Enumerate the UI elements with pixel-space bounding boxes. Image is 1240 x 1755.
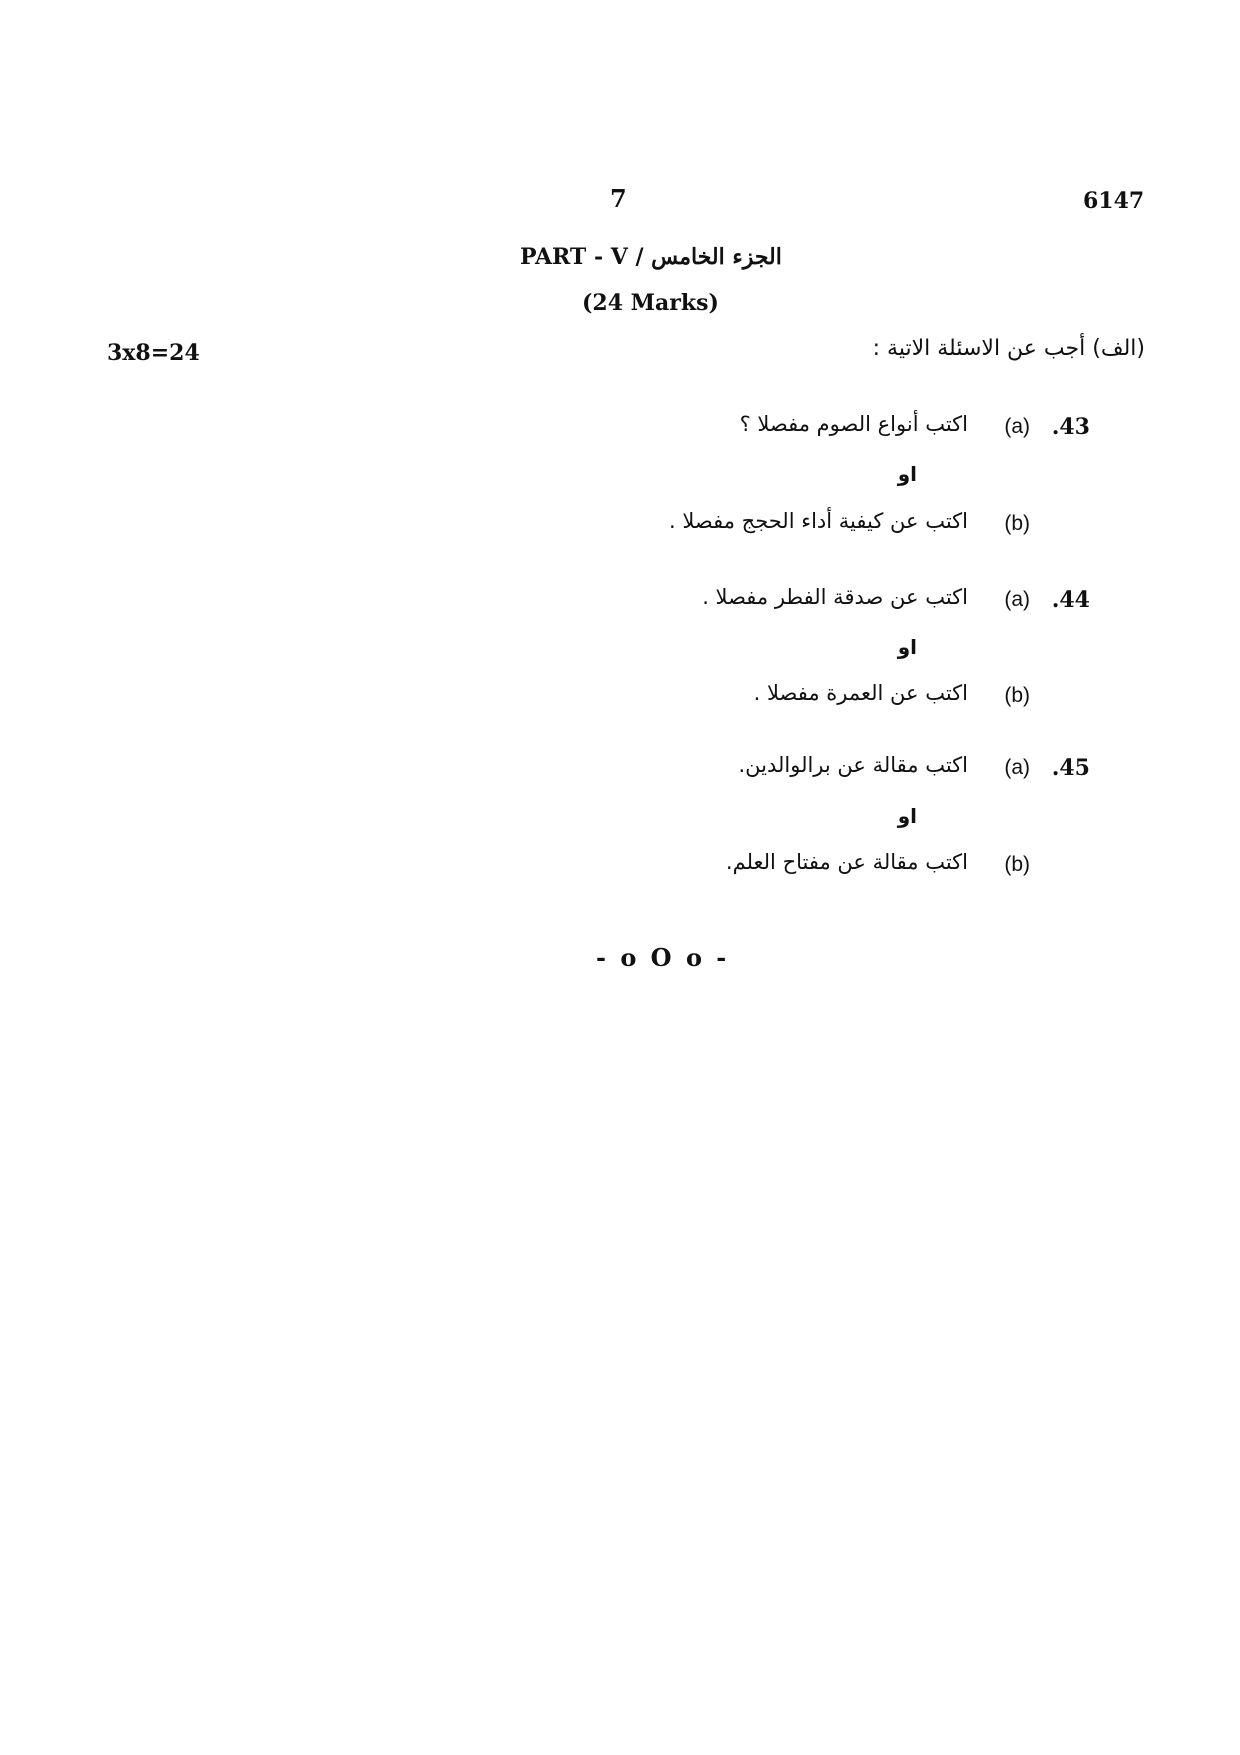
option-text-a: اكتب أنواع الصوم مفصلا ؟ — [739, 412, 968, 436]
section-marks: (24 Marks) — [582, 290, 719, 316]
option-text-b: اكتب عن العمرة مفصلا . — [753, 681, 968, 705]
question-number: .43 — [1051, 414, 1090, 440]
option-text-a: اكتب عن صدقة الفطر مفصلا . — [702, 585, 968, 609]
option-label-b: (b) — [1004, 512, 1030, 535]
option-text-b: اكتب مقالة عن مفتاح العلم. — [725, 850, 968, 874]
option-label-a: (a) — [1004, 415, 1030, 438]
section-instruction: (الف) أجب عن الاسئلة الاتية : — [872, 336, 1145, 361]
option-label-a: (a) — [1004, 756, 1030, 779]
question-number: .44 — [1051, 587, 1090, 613]
option-label-a: (a) — [1004, 588, 1030, 611]
option-text-b: اكتب عن كيفية أداء الحجج مفصلا . — [669, 509, 968, 533]
paper-code: 6147 — [1083, 188, 1145, 214]
or-separator: او — [897, 804, 917, 828]
page-number: 7 — [610, 184, 627, 213]
option-text-a: اكتب مقالة عن برالوالدين. — [738, 753, 968, 777]
or-separator: او — [897, 462, 917, 486]
option-label-b: (b) — [1004, 684, 1030, 707]
option-label-b: (b) — [1004, 853, 1030, 876]
or-separator: او — [897, 635, 917, 659]
marks-formula: 3x8=24 — [107, 340, 200, 366]
question-number: .45 — [1051, 755, 1090, 781]
end-of-paper-mark: - o O o - — [596, 943, 730, 972]
part-heading: PART - V / الجزء الخامس — [520, 244, 782, 270]
